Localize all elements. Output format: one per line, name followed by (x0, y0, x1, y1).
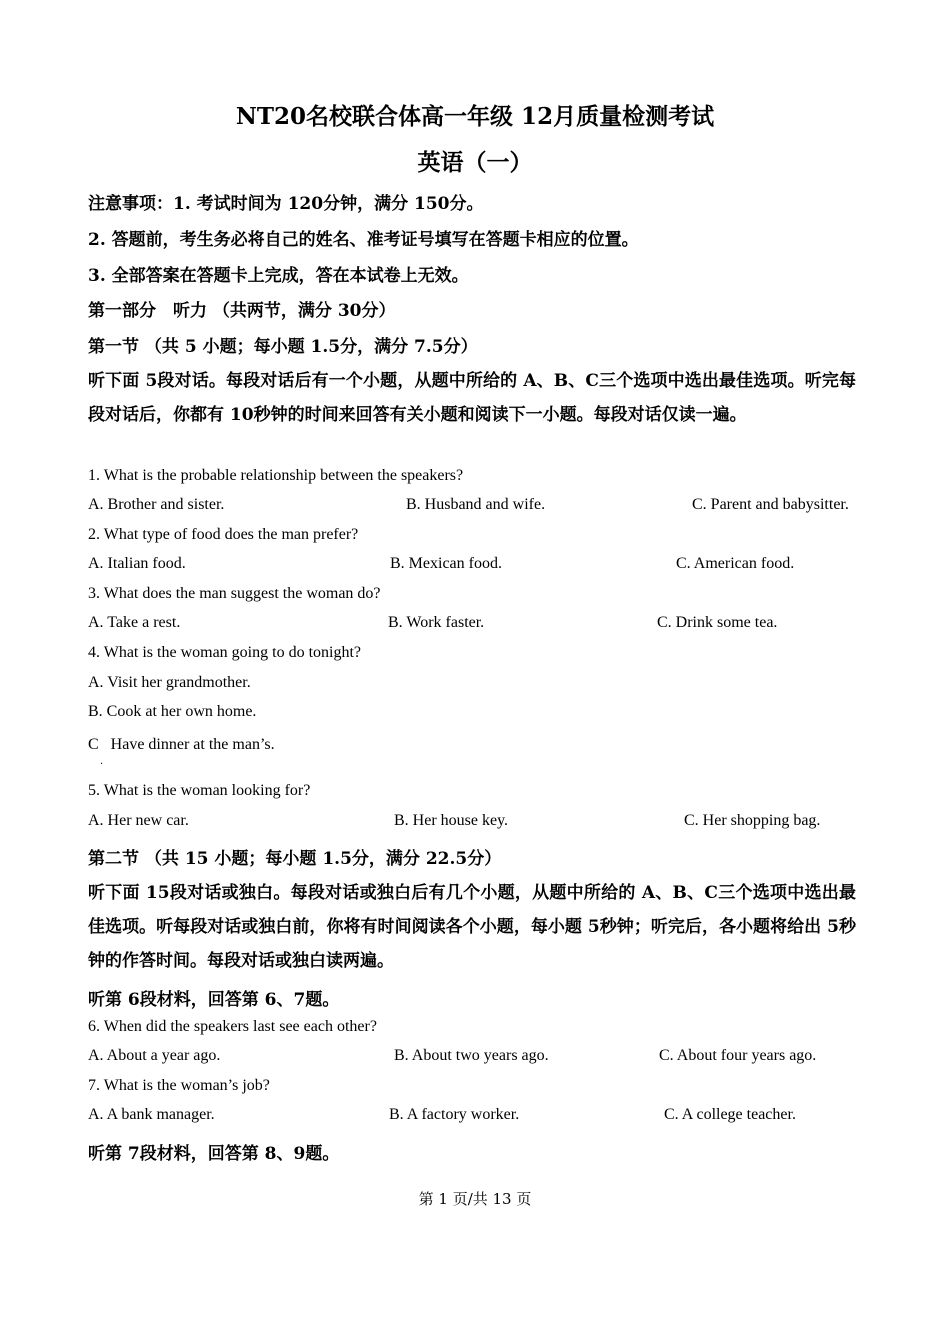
question-4-option-b: B. Cook at her own home. (88, 703, 257, 720)
question-7-option-c: C. A college teacher. (664, 1106, 796, 1123)
question-4-option-a: A. Visit her grandmother. (88, 674, 251, 691)
question-5-stem: 5. What is the woman looking for? (88, 782, 311, 799)
question-2-option-b: B. Mexican food. (390, 555, 502, 572)
question-5-option-c: C. Her shopping bag. (684, 812, 821, 829)
question-4-option-c: C Have dinner at the man’s. (88, 736, 275, 753)
subject-title: 英语（一） (417, 149, 533, 176)
question-1-option-a: A. Brother and sister. (88, 496, 225, 513)
note-2: 2. 答题前，考生务必将自己的姓名、准考证号填写在答题卡相应的位置。 (88, 230, 639, 250)
question-7-option-a: A. A bank manager. (88, 1106, 215, 1123)
question-3-stem: 3. What does the man suggest the woman do? (88, 585, 381, 602)
section2-instructions: 听下面 15段对话或独白。每段对话或独白后有几个小题，从题中所给的 A、B、C三个选项中选出最佳选项。听每段对话或独白前，你将有时间阅读各个小题，每小题 5秒钟；听完后，各小题将给出 5秒钟的作答时间。每段对话或独白读两遍。 (88, 883, 856, 971)
question-5-option-a: A. Her new car. (88, 812, 189, 829)
question-2-stem: 2. What type of food does the man prefer? (88, 526, 359, 543)
section1-instructions: 听下面 5段对话。每段对话后有一个小题，从题中所给的 A、B、C三个选项中选出最佳选项。听完每段对话后，你都有 10秒钟的时间来回答有关小题和阅读下一小题。每段对话仅读一遍。 (88, 371, 856, 425)
question-6-option-a: A. About a year ago. (88, 1047, 221, 1064)
question-1-option-b: B. Husband and wife. (406, 496, 546, 513)
question-6-option-b: B. About two years ago. (394, 1047, 549, 1064)
question-6-option-c: C. About four years ago. (659, 1047, 817, 1064)
note-3: 3. 全部答案在答题卡上完成，答在本试卷上无效。 (88, 266, 469, 286)
material-7-heading: 听第 7段材料，回答第 8、9题。 (88, 1144, 340, 1164)
question-3-option-a: A. Take a rest. (88, 614, 181, 631)
page-footer: 第 1 页/共 13 页 (418, 1190, 532, 1208)
question-1-stem: 1. What is the probable relationship between the speakers? (88, 467, 464, 484)
section1-heading: 第一节 （共 5 小题；每小题 1.5分，满分 7.5分） (88, 337, 478, 357)
question-1-option-c: C. Parent and babysitter. (692, 496, 849, 513)
note-1: 注意事项：1. 考试时间为 120分钟，满分 150分。 (88, 194, 484, 214)
exam-title: NT20名校联合体高一年级 12月质量检测考试 (235, 103, 715, 130)
stray-mark: . (100, 756, 104, 767)
question-6-stem: 6. When did the speakers last see each other? (88, 1018, 377, 1035)
question-2-option-a: A. Italian food. (88, 555, 186, 572)
question-3-option-c: C. Drink some tea. (657, 614, 778, 631)
question-2-option-c: C. American food. (676, 555, 795, 572)
question-7-stem: 7. What is the woman’s job? (88, 1077, 270, 1094)
question-4-stem: 4. What is the woman going to do tonight? (88, 644, 362, 661)
question-5-option-b: B. Her house key. (394, 812, 509, 829)
question-7-option-b: B. A factory worker. (389, 1106, 520, 1123)
material-6-heading: 听第 6段材料，回答第 6、7题。 (88, 990, 340, 1010)
section2-heading: 第二节 （共 15 小题；每小题 1.5分，满分 22.5分） (88, 849, 502, 869)
part1-heading: 第一部分 听力 （共两节，满分 30分） (88, 301, 396, 321)
question-3-option-b: B. Work faster. (388, 614, 485, 631)
